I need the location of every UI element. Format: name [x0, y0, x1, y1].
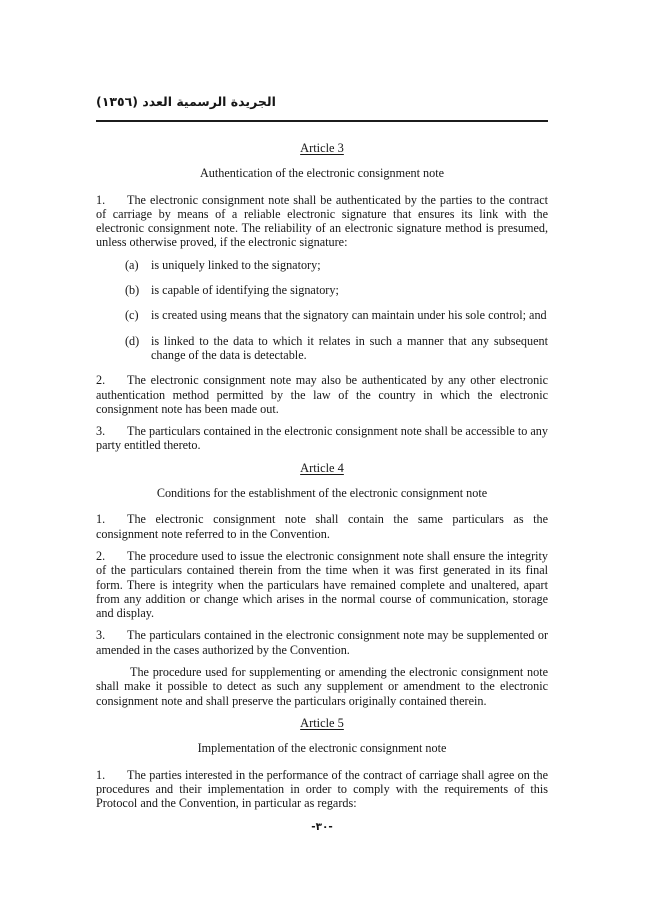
paragraph-text: The particulars contained in the electronic consignment note may be supplemented or amended in the cases authorized by the Convention.: [96, 628, 548, 657]
paragraph-number: 1.: [96, 192, 106, 207]
article-5-title: Article 5: [300, 715, 344, 730]
article-3-item-b: [96, 283, 548, 297]
article-4-title: Article 4: [300, 460, 344, 475]
article-3-item-c: [96, 308, 548, 322]
paragraph-text: The electronic consignment note shall be authenticated by the parties to the contract of carriage by means of a reliable electronic signature that ensures its link with the electronic consignment note. The reliability of an electronic signature method is presumed, unless otherwise proved, if the electronic signature:: [96, 192, 548, 250]
paragraph-number: 2.: [96, 373, 106, 388]
item-marker: (c): [125, 308, 139, 323]
item-text: is uniquely linked to the signatory;: [151, 257, 321, 272]
article-3-subtitle: Authentication of the electronic consignment note: [199, 166, 444, 181]
item-marker: (d): [125, 333, 140, 348]
article-3-item-d: [96, 334, 548, 363]
article-4-paragraph-1: [96, 512, 548, 541]
item-text: is created using means that the signatory can maintain under his sole control; and: [151, 308, 547, 323]
paragraph-number: 3.: [96, 424, 106, 439]
item-marker: (b): [125, 283, 140, 298]
item-text: is linked to the data to which it relates in such a manner that any subsequent change of the data is detectable.: [151, 333, 548, 362]
article-4-paragraph-3: [96, 628, 548, 657]
paragraph-text: The electronic consignment note shall contain the same particulars as the consignment note referred to in the Convention.: [96, 512, 548, 541]
item-marker: (a): [125, 257, 139, 272]
article-5-paragraph-1: [96, 768, 548, 811]
paragraph-text: The electronic consignment note may also be authenticated by any other electronic authentication method permitted by the law of the country in which the electronic consignment note has been made out.: [96, 373, 548, 416]
article-3-paragraph-2: [96, 373, 548, 416]
page-number: -٣٠-: [311, 821, 333, 833]
article-3-title: Article 3: [300, 141, 344, 155]
article-5-subtitle: Implementation of the electronic consignment note: [197, 741, 447, 756]
paragraph-text: The procedure used to issue the electronic consignment note shall ensure the integrity of the particulars contained therein from the time when it was first generated in its final form. There is integrity when the particulars have remained complete and unaltered, apart from any addition or change which arises in the normal course of communication, storage and display.: [96, 548, 548, 621]
article-4-subtitle: Conditions for the establishment of the electronic consignment note: [156, 486, 488, 501]
paragraph-number: 2.: [96, 548, 106, 563]
document-content: [96, 139, 548, 818]
item-text: is capable of identifying the signatory;: [151, 283, 339, 298]
paragraph-number: 3.: [96, 628, 106, 643]
paragraph-text: The particulars contained in the electronic consignment note shall be accessible to any party entitled thereto.: [96, 424, 548, 453]
article-4-paragraph-2: [96, 549, 548, 620]
header-rule: [96, 120, 548, 122]
article-3-paragraph-3: [96, 424, 548, 453]
article-3-item-a: [96, 258, 548, 272]
gazette-header-arabic: الجريدة الرسمية العدد (١٣٥٦): [96, 94, 276, 109]
paragraph-text: The parties interested in the performance of the contract of carriage shall agree on the procedures and their implementation in order to comply with the requirements of this Protocol and the Convention, in particular as regards:: [96, 767, 548, 811]
article-3-paragraph-1: [96, 193, 548, 250]
article-4-paragraph-4: The procedure used for supplementing or amending the electronic consignment note shall make it possible to detect as such any supplement or amendment to the electronic consignment note and shall preserve the particulars originally contained therein.: [96, 665, 548, 708]
paragraph-number: 1.: [96, 767, 106, 782]
paragraph-number: 1.: [96, 512, 106, 527]
